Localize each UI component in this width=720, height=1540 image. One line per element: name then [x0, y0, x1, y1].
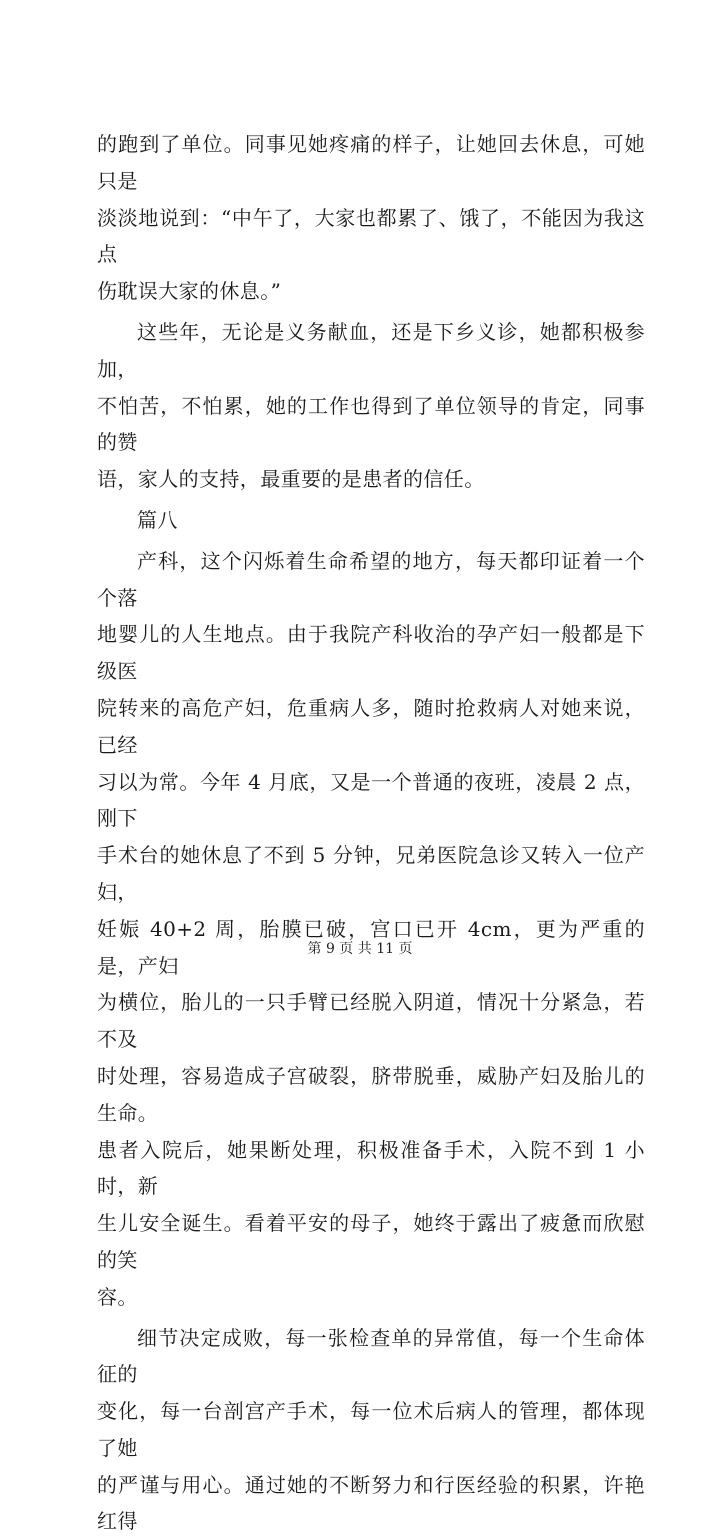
text-line: 的严谨与用心。通过她的不断努力和行医经验的积累，许艳红得 — [97, 1473, 645, 1534]
paragraph-list — [97, 126, 645, 1540]
text-line: 地婴儿的人生地点。由于我院产科收治的孕产妇一般都是下级医 — [97, 622, 645, 683]
text-line: 语，家人的支持，最重要的是患者的信任。 — [97, 467, 485, 491]
text-line: 容。 — [97, 1285, 138, 1309]
paragraph-p3 — [97, 502, 645, 539]
text-line: 手术台的她休息了不到 5 分钟，兄弟医院急诊又转入一位产妇， — [97, 843, 645, 904]
text-line: 习以为常。今年 4 月底，又是一个普通的夜班，凌晨 2 点，刚下 — [97, 770, 645, 831]
text-line: 为横位，胎儿的一只手臂已经脱入阴道，情况十分紧急，若不及 — [97, 990, 645, 1051]
text-line: 产科，这个闪烁着生命希望的地方，每天都印证着一个个落 — [97, 549, 645, 610]
paragraph-p1 — [97, 126, 645, 310]
text-line: 细节决定成败，每一张检查单的异常值，每一个生命体征的 — [97, 1326, 645, 1387]
text-line: 的跑到了单位。同事见她疼痛的样子，让她回去休息，可她只是 — [97, 132, 645, 193]
text-line: 生儿安全诞生。看着平安的母子，她终于露出了疲惫而欣慰的笑 — [97, 1211, 645, 1272]
text-line: 这些年，无论是义务献血，还是下乡义诊，她都积极参加， — [97, 320, 645, 381]
document-body — [97, 126, 645, 1540]
text-line: 不怕苦，不怕累，她的工作也得到了单位领导的肯定，同事的赞 — [97, 394, 645, 455]
text-line: 妊娠 40+2 周，胎膜已破，宫口已开 4cm，更为严重的是，产妇 — [97, 917, 645, 978]
text-line: 篇八 — [137, 508, 178, 532]
text-line: 变化，每一台剖宫产手术，每一位术后病人的管理，都体现了她 — [97, 1399, 645, 1460]
text-line: 伤耽误大家的休息。” — [97, 279, 281, 303]
paragraph-p5 — [97, 1320, 645, 1540]
text-line: 院转来的高危产妇，危重病人多，随时抢救病人对她来说，已经 — [97, 696, 645, 757]
text-line: 患者入院后，她果断处理，积极准备手术，入院不到 1 小时，新 — [97, 1138, 645, 1199]
paragraph-p2 — [97, 314, 645, 498]
page-footer: 第 9 页 共 11 页 — [0, 938, 720, 958]
paragraph-p4 — [97, 543, 645, 1316]
text-line: 淡淡地说到：“中午了，大家也都累了、饿了，不能因为我这点 — [97, 206, 645, 267]
text-line: 时处理，容易造成子宫破裂，脐带脱垂，威胁产妇及胎儿的生命。 — [97, 1064, 645, 1125]
